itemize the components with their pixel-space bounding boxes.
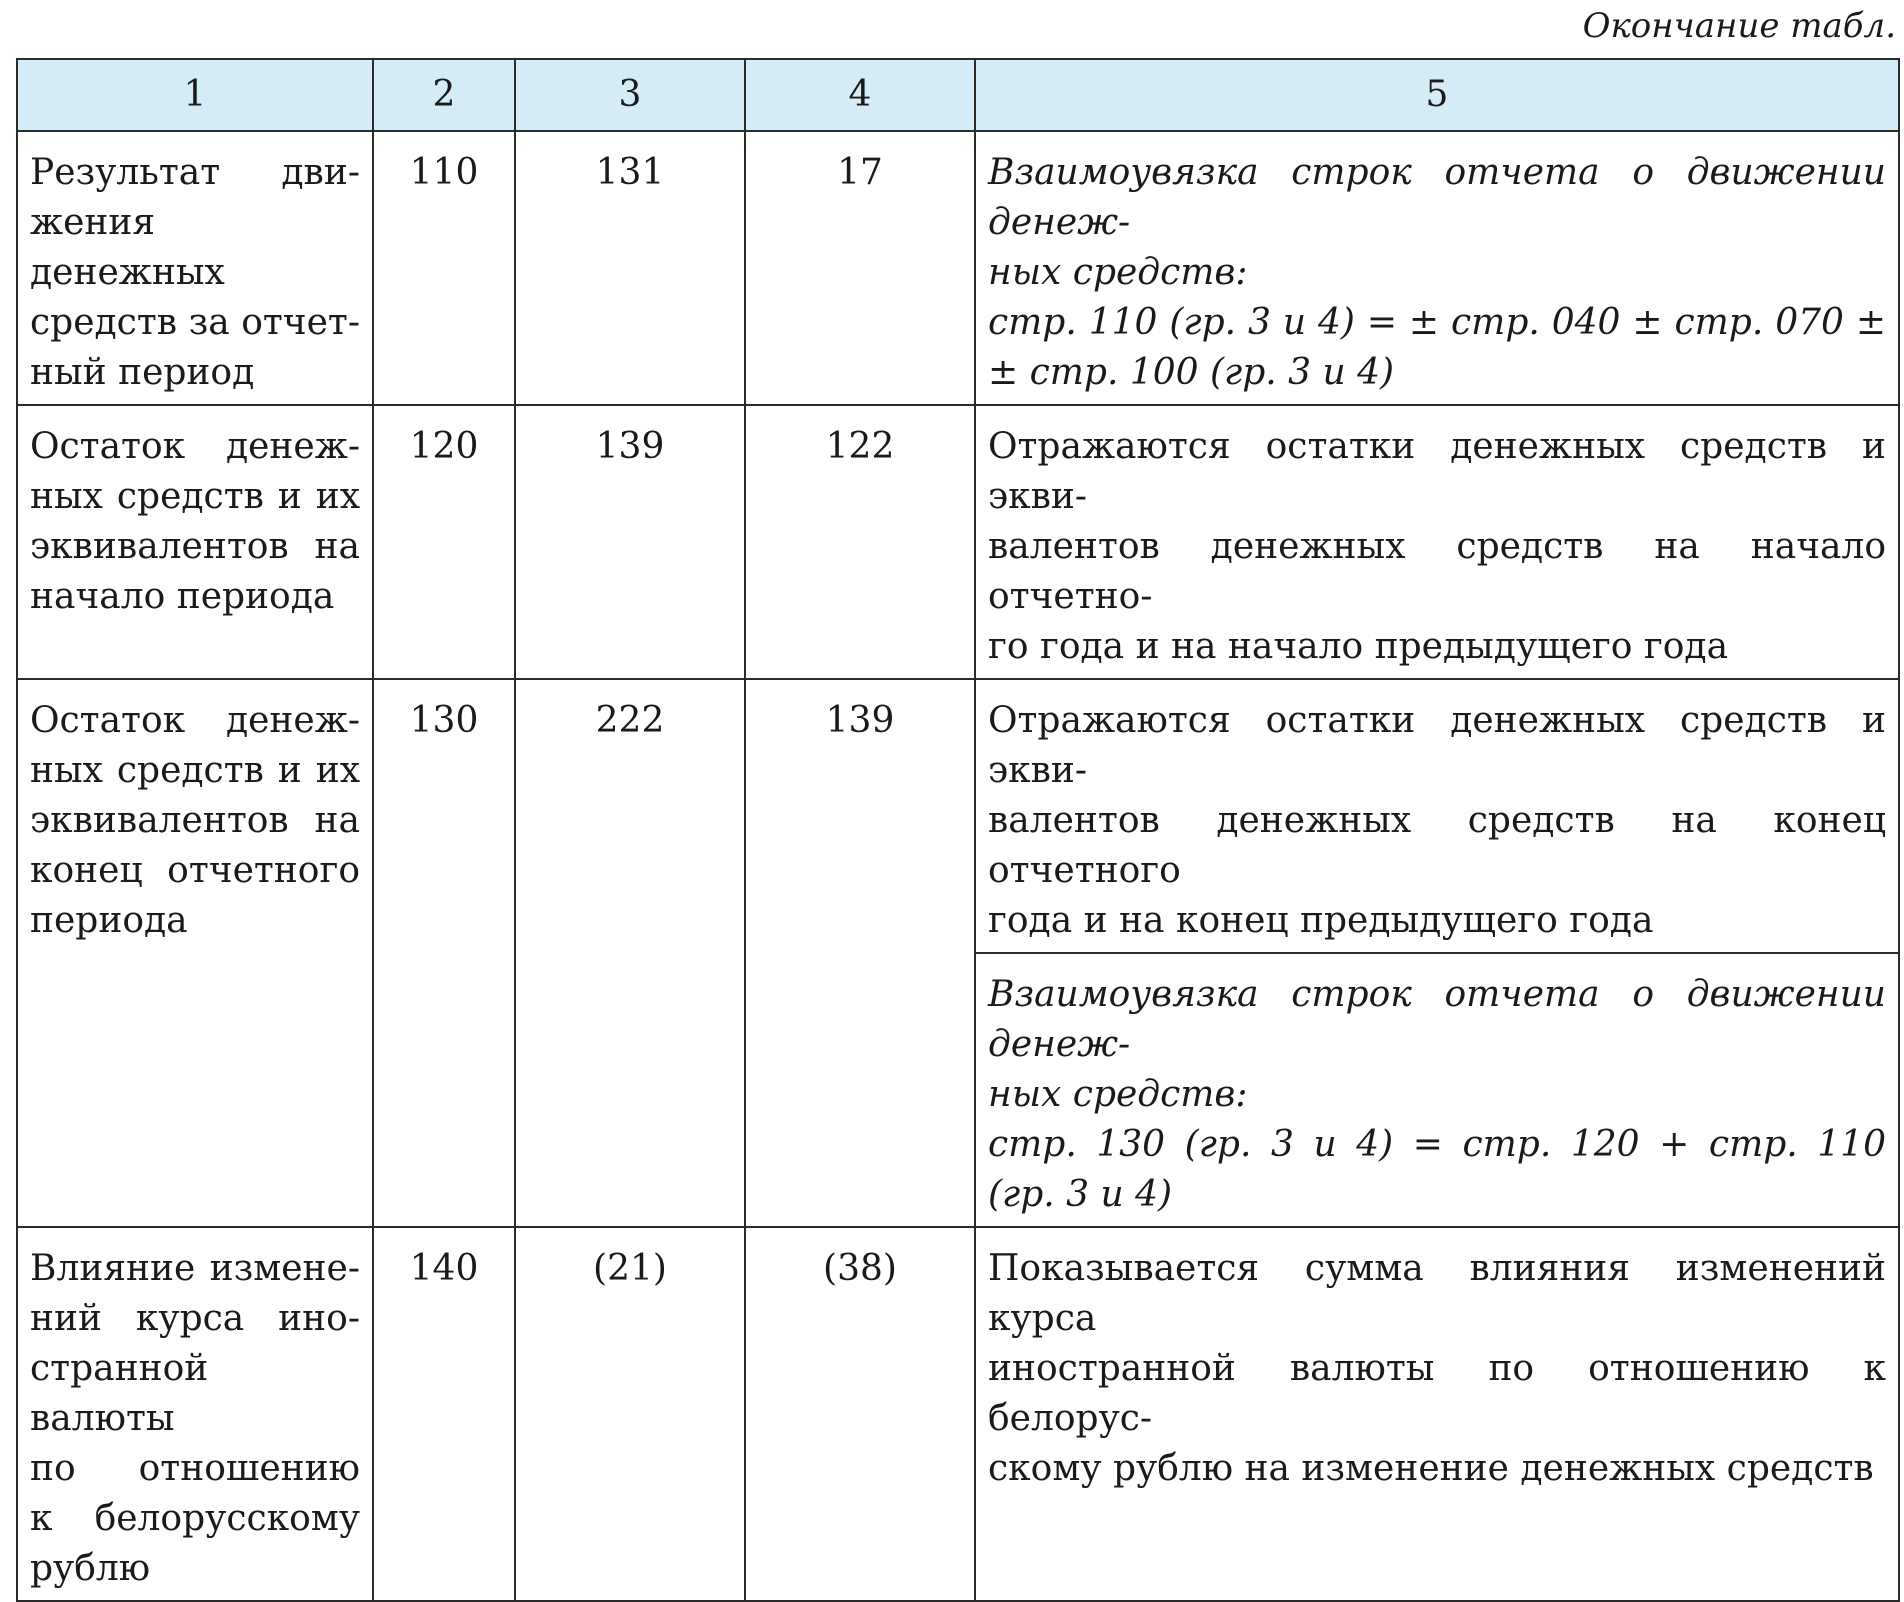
description-line: стр. 110 (гр. 3 и 4) = ± стр. 040 ± стр. 070 ± (988, 302, 1886, 343)
row-name-line: Результат дви- (30, 152, 360, 193)
description-line: го года и на начало предыдущего года (988, 626, 1729, 667)
cash-flow-table (16, 58, 1900, 1602)
description-line: Отражаются остатки денежных средств и экви- (988, 700, 1886, 791)
description-line: года и на конец предыдущего года (988, 900, 1654, 941)
row-name-cell (17, 131, 373, 405)
row-value-col3: 131 (515, 131, 745, 405)
row-value-col4: 17 (745, 131, 975, 405)
row-name-line: Остаток денеж- (30, 700, 360, 741)
row-name-line: средств за отчет- (30, 302, 360, 343)
row-code: 130 (373, 679, 515, 1227)
row-name-line: ний курса ино- (30, 1298, 360, 1339)
row-name-line: ный период (30, 352, 255, 393)
table-row (17, 405, 1899, 679)
description-line: Отражаются остатки денежных средств и экви- (988, 426, 1886, 517)
row-name-line: Влияние измене- (30, 1248, 360, 1289)
row-name-cell (17, 1227, 373, 1601)
description-line: (гр. 3 и 4) (988, 1174, 1173, 1215)
description-line: Взаимоувязка строк отчета о движении денеж- (988, 974, 1886, 1065)
row-name-line: ных средств и их (30, 476, 360, 517)
row-name-line: жения денежных (30, 202, 225, 293)
row-description (975, 405, 1899, 679)
row-value-col4: 139 (745, 679, 975, 1227)
row-code: 120 (373, 405, 515, 679)
description-line: скому рублю на изменение денежных средств (988, 1448, 1874, 1489)
row-value-col3: 222 (515, 679, 745, 1227)
table-caption: Окончание табл. (1582, 6, 1896, 46)
row-description-secondary (975, 953, 1899, 1227)
row-description (975, 679, 1899, 953)
description-line: стр. 130 (гр. 3 и 4) = стр. 120 + стр. 110 (988, 1124, 1886, 1165)
table-row (17, 1227, 1899, 1601)
description-line: Показывается сумма влияния изменений курса (988, 1248, 1886, 1339)
row-value-col3: 139 (515, 405, 745, 679)
header-col-3: 3 (515, 59, 745, 131)
table-row (17, 679, 1899, 953)
row-code: 110 (373, 131, 515, 405)
row-name-line: эквивалентов на (30, 800, 360, 841)
row-name-line: к белорусскому (30, 1498, 360, 1539)
header-row (17, 59, 1899, 131)
header-col-4: 4 (745, 59, 975, 131)
description-line: валентов денежных средств на конец отчетного (988, 800, 1886, 891)
description-line: ных средств: (988, 1074, 1248, 1115)
header-col-2: 2 (373, 59, 515, 131)
row-code: 140 (373, 1227, 515, 1601)
row-description (975, 131, 1899, 405)
row-name-line: ных средств и их (30, 750, 360, 791)
table-row (17, 131, 1899, 405)
row-name-cell (17, 679, 373, 1227)
description-line: иностранной валюты по отношению к белорус- (988, 1348, 1886, 1439)
description-line: ных средств: (988, 252, 1248, 293)
row-name-line: конец отчетного (30, 850, 360, 891)
row-name-line: по отношению (30, 1448, 360, 1489)
row-name-cell (17, 405, 373, 679)
row-name-line: эквивалентов на (30, 526, 360, 567)
header-col-5: 5 (975, 59, 1899, 131)
row-name-line: Остаток денеж- (30, 426, 360, 467)
description-line: ± стр. 100 (гр. 3 и 4) (988, 352, 1395, 393)
row-value-col3: (21) (515, 1227, 745, 1601)
header-col-1: 1 (17, 59, 373, 131)
description-line: валентов денежных средств на начало отчетно- (988, 526, 1886, 617)
row-name-line: периода (30, 900, 188, 941)
row-name-line: странной валюты (30, 1348, 209, 1439)
row-name-line: начало периода (30, 576, 335, 617)
row-value-col4: 122 (745, 405, 975, 679)
row-name-line: рублю (30, 1548, 151, 1589)
row-value-col4: (38) (745, 1227, 975, 1601)
row-description (975, 1227, 1899, 1601)
description-line: Взаимоувязка строк отчета о движении денеж- (988, 152, 1886, 243)
